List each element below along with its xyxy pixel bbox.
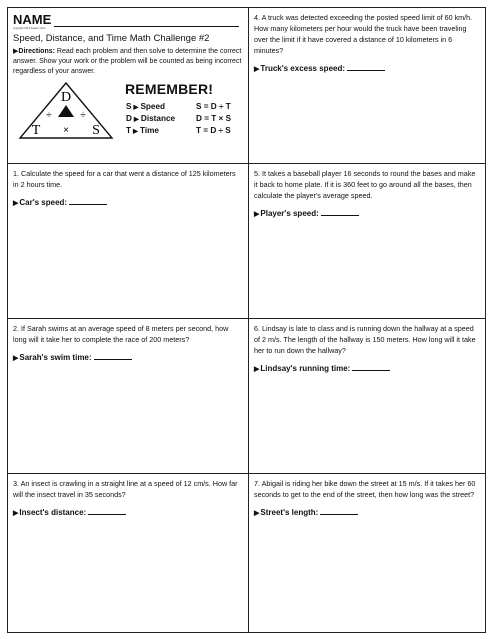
triangle-s: S — [92, 123, 100, 138]
problem-text: 3. An insect is crawling in a straight line at a speed of 12 cm/s. How far will the insect travel in 35 seconds? — [13, 479, 238, 499]
answer-blank[interactable] — [94, 351, 132, 360]
worksheet-title: Speed, Distance, and Time Math Challenge #2 — [13, 33, 210, 44]
formula-legend — [126, 101, 231, 137]
formula-triangle — [16, 81, 116, 141]
directions-text: Read each problem and then solve to determine the correct answer. Show your work or the problem will be counted as being incorrect regardless of your answer. — [13, 48, 242, 75]
answer-line — [13, 351, 243, 364]
legend-row: D ▶ Distance D = T × S — [126, 114, 232, 123]
problem-text: 2. If Sarah swims at an average speed of 8 meters per second, how long will it take her to complete the race of 200 meters? — [13, 324, 229, 344]
answer-blank[interactable] — [320, 506, 358, 515]
name-row — [13, 12, 243, 27]
remember-block — [13, 81, 243, 143]
arrow-icon: ▶ — [133, 104, 139, 111]
answer-blank[interactable] — [347, 62, 385, 71]
problem-3 — [8, 474, 248, 632]
directions-arrow-icon: ▶ — [13, 48, 19, 55]
triangle-t: T — [31, 123, 41, 138]
answer-line — [254, 506, 480, 519]
arrow-icon: ▶ — [13, 510, 19, 517]
answer-label: Car's speed: — [19, 198, 68, 207]
triangle-times: × — [63, 125, 69, 136]
problem-6 — [249, 319, 485, 473]
arrow-icon: ▶ — [133, 128, 139, 135]
triangle-d: D — [60, 90, 72, 105]
arrow-icon: ▶ — [254, 66, 260, 73]
answer-line — [254, 207, 480, 220]
answer-blank[interactable] — [352, 362, 390, 371]
legend-row: T ▶ Time T = D ÷ S — [126, 126, 231, 135]
directions — [13, 47, 243, 77]
legend-row: S ▶ Speed S = D ÷ T — [126, 102, 231, 111]
problem-text: 6. Lindsay is late to class and is running down the hallway at a speed of 2 m/s. The length of the hallway is 150 meters. How long will it take her to run down the hallway? — [254, 324, 476, 355]
problem-1 — [8, 164, 248, 318]
header-cell — [8, 8, 248, 163]
arrow-icon: ▶ — [13, 355, 19, 362]
problem-text: 5. It takes a baseball player 16 seconds to round the bases and make it back to home plate. If it is 360 feet to go around all the bases, then calculate the player's average speed. — [254, 169, 476, 200]
formula-time: T = D ÷ S — [196, 126, 231, 135]
center-triangle-icon — [58, 105, 74, 117]
problem-4 — [249, 8, 485, 163]
worksheet — [7, 7, 486, 633]
arrow-icon: ▶ — [254, 211, 260, 218]
problem-2 — [8, 319, 248, 473]
answer-label: Sarah's swim time: — [19, 353, 92, 362]
problem-text: 7. Abigail is riding her bike down the street at 15 m/s. If it takes her 60 seconds to get to the end of the street, then how long was the street? — [254, 479, 476, 499]
copyright-text: copyright 2013 Kaylee Yerte — [13, 27, 46, 30]
triangle-divide-left: ÷ — [46, 110, 52, 121]
formula-speed: S = D ÷ T — [196, 102, 231, 111]
formula-distance: D = T × S — [196, 114, 232, 123]
problem-5 — [249, 164, 485, 318]
answer-label: Truck's excess speed: — [260, 64, 346, 73]
name-label: NAME — [13, 12, 52, 27]
answer-line — [13, 196, 243, 209]
problem-7 — [249, 474, 485, 632]
answer-label: Player's speed: — [260, 209, 319, 218]
remember-title: REMEMBER! — [125, 81, 214, 97]
answer-blank[interactable] — [321, 207, 359, 216]
name-field[interactable] — [54, 14, 239, 27]
answer-line — [254, 362, 480, 375]
answer-label: Lindsay's running time: — [260, 364, 351, 373]
arrow-icon: ▶ — [254, 510, 260, 517]
directions-label: Directions: — [18, 48, 55, 55]
answer-line — [13, 506, 243, 519]
answer-blank[interactable] — [88, 506, 126, 515]
answer-line — [254, 62, 480, 75]
answer-label: Insect's distance: — [19, 508, 87, 517]
answer-blank[interactable] — [69, 196, 107, 205]
problem-text: 4. A truck was detected exceeding the posted speed limit of 60 km/h. How many kilometers per hour would the truck have been traveling over the limit if it have covered a distance of 10 kilometers in 6 minutes? — [254, 13, 473, 55]
answer-label: Street's length: — [260, 508, 319, 517]
arrow-icon: ▶ — [13, 200, 19, 207]
triangle-divide-right: ÷ — [80, 110, 86, 121]
arrow-icon: ▶ — [254, 366, 260, 373]
arrow-icon: ▶ — [133, 116, 139, 123]
problem-text: 1. Calculate the speed for a car that went a distance of 125 kilometers in 2 hours time. — [13, 169, 236, 189]
